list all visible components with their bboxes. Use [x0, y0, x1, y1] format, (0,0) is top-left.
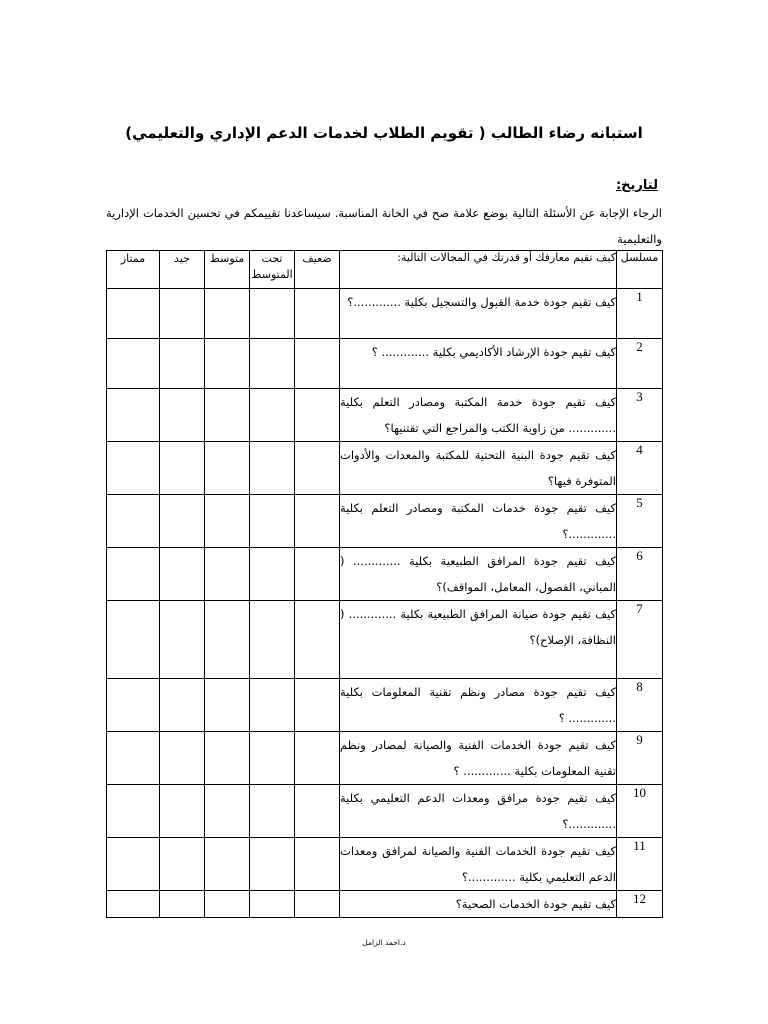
- rating-cell-good[interactable]: [160, 785, 205, 838]
- rating-cell-excellent[interactable]: [107, 495, 160, 548]
- rating-cell-excellent[interactable]: [107, 679, 160, 732]
- rating-cell-excellent[interactable]: [107, 891, 160, 918]
- question-text: كيف تقيم جودة الخدمات الفنية والصيانة لمصادر ونظم تقنية المعلومات بكلية ............. ؟: [340, 732, 617, 785]
- rating-cell-weak[interactable]: [295, 838, 340, 891]
- question-text: كيف تقيم جودة الخدمات الفنية والصيانة لمرافق ومعدات الدعم التعليمي بكلية .............؟: [340, 838, 617, 891]
- rating-cell-below-average[interactable]: [250, 601, 295, 679]
- rating-cell-average[interactable]: [205, 891, 250, 918]
- row-number: 7: [617, 601, 663, 679]
- table-row: [107, 442, 663, 495]
- rating-cell-good[interactable]: [160, 389, 205, 442]
- survey-table: [106, 250, 663, 918]
- date-label: لتاريخ:: [615, 178, 658, 193]
- question-text: كيف تقيم جودة مرافق ومعدات الدعم التعليمي بكلية .............؟: [340, 785, 617, 838]
- rating-cell-excellent[interactable]: [107, 548, 160, 601]
- rating-cell-below-average[interactable]: [250, 495, 295, 548]
- row-number: 2: [617, 339, 663, 389]
- rating-cell-weak[interactable]: [295, 442, 340, 495]
- row-number: 5: [617, 495, 663, 548]
- rating-cell-weak[interactable]: [295, 601, 340, 679]
- rating-cell-average[interactable]: [205, 339, 250, 389]
- rating-cell-below-average[interactable]: [250, 891, 295, 918]
- rating-cell-average[interactable]: [205, 679, 250, 732]
- question-text: كيف تقيم جودة الخدمات الصحية؟: [340, 891, 617, 918]
- row-number: 11: [617, 838, 663, 891]
- rating-cell-average[interactable]: [205, 442, 250, 495]
- rating-cell-good[interactable]: [160, 548, 205, 601]
- rating-cell-below-average[interactable]: [250, 679, 295, 732]
- question-text: كيف تقيم جودة مصادر ونظم تقنية المعلومات بكلية ............. ؟: [340, 679, 617, 732]
- table-row: [107, 548, 663, 601]
- question-text: كيف تقيم جودة خدمات المكتبة ومصادر التعلم بكلية .............؟: [340, 495, 617, 548]
- table-row: [107, 732, 663, 785]
- rating-cell-good[interactable]: [160, 442, 205, 495]
- table-row: [107, 838, 663, 891]
- rating-cell-weak[interactable]: [295, 289, 340, 339]
- rating-cell-good[interactable]: [160, 679, 205, 732]
- row-number: 4: [617, 442, 663, 495]
- instructions-text: الرجاء الإجابة عن الأسئلة التالية بوضع علامة صح في الخانة المناسبة. سيساعدنا تقييمكم في تحسين الخدمات الإدارية والتعليمية: [106, 206, 662, 246]
- table-row: [107, 785, 663, 838]
- rating-cell-average[interactable]: [205, 389, 250, 442]
- row-number: 12: [617, 891, 663, 918]
- table-row: [107, 891, 663, 918]
- rating-cell-good[interactable]: [160, 891, 205, 918]
- rating-cell-good[interactable]: [160, 601, 205, 679]
- question-text: كيف تقيم جودة المرافق الطبيعية بكلية ............. ( المباني، الفصول، المعامل، المواقف)؟: [340, 548, 617, 601]
- rating-cell-below-average[interactable]: [250, 838, 295, 891]
- rating-cell-good[interactable]: [160, 732, 205, 785]
- header-question: كيف تقيم معارفك أو قدرتك في المجالات التالية:: [340, 251, 617, 289]
- table-row: [107, 601, 663, 679]
- rating-cell-good[interactable]: [160, 339, 205, 389]
- row-number: 9: [617, 732, 663, 785]
- rating-cell-below-average[interactable]: [250, 289, 295, 339]
- rating-cell-excellent[interactable]: [107, 838, 160, 891]
- rating-cell-good[interactable]: [160, 289, 205, 339]
- rating-cell-excellent[interactable]: [107, 289, 160, 339]
- rating-cell-below-average[interactable]: [250, 339, 295, 389]
- header-rating-good: جيد: [160, 251, 205, 289]
- rating-cell-excellent[interactable]: [107, 339, 160, 389]
- rating-cell-average[interactable]: [205, 495, 250, 548]
- rating-cell-weak[interactable]: [295, 679, 340, 732]
- header-rating-weak: ضعيف: [295, 251, 340, 289]
- rating-cell-good[interactable]: [160, 838, 205, 891]
- row-number: 1: [617, 289, 663, 339]
- question-text: كيف تقيم جودة الإرشاد الأكاديمي بكلية ............. ؟: [340, 339, 617, 389]
- rating-cell-below-average[interactable]: [250, 442, 295, 495]
- rating-cell-excellent[interactable]: [107, 601, 160, 679]
- header-rating-excellent: ممتاز: [107, 251, 160, 289]
- table-row: [107, 289, 663, 339]
- row-number: 10: [617, 785, 663, 838]
- rating-cell-weak[interactable]: [295, 548, 340, 601]
- rating-cell-average[interactable]: [205, 838, 250, 891]
- rating-cell-below-average[interactable]: [250, 389, 295, 442]
- rating-cell-weak[interactable]: [295, 891, 340, 918]
- rating-cell-excellent[interactable]: [107, 389, 160, 442]
- rating-cell-average[interactable]: [205, 785, 250, 838]
- row-number: 3: [617, 389, 663, 442]
- rating-cell-below-average[interactable]: [250, 548, 295, 601]
- rating-cell-excellent[interactable]: [107, 732, 160, 785]
- rating-cell-average[interactable]: [205, 289, 250, 339]
- header-serial: مسلسل: [617, 251, 663, 289]
- footer-author: د.احمد الزامل: [362, 938, 406, 947]
- table-row: [107, 339, 663, 389]
- rating-cell-weak[interactable]: [295, 495, 340, 548]
- rating-cell-below-average[interactable]: [250, 732, 295, 785]
- rating-cell-excellent[interactable]: [107, 785, 160, 838]
- rating-cell-weak[interactable]: [295, 732, 340, 785]
- table-row: [107, 679, 663, 732]
- row-number: 8: [617, 679, 663, 732]
- rating-cell-weak[interactable]: [295, 339, 340, 389]
- header-rating-average: متوسط: [205, 251, 250, 289]
- rating-cell-average[interactable]: [205, 732, 250, 785]
- question-text: كيف تقيم جودة خدمة المكتبة ومصادر التعلم بكلية ............. من زاوية الكتب والمراجع التي تقتنيها؟: [340, 389, 617, 442]
- header-rating-below-average: تحت المتوسط: [250, 251, 295, 289]
- page-title: استبانه رضاء الطالب ( تقويم الطلاب لخدمات الدعم الإداري والتعليمي): [125, 124, 643, 142]
- table-header-row: [107, 251, 663, 289]
- question-text: كيف تقيم جودة البنية التحتية للمكتبة والمعدات والأدوات المتوفرة فيها؟: [340, 442, 617, 495]
- question-text: كيف تقيم جودة خدمة القبول والتسجيل بكلية .............؟: [340, 289, 617, 339]
- rating-cell-weak[interactable]: [295, 785, 340, 838]
- rating-cell-weak[interactable]: [295, 389, 340, 442]
- rating-cell-good[interactable]: [160, 495, 205, 548]
- rating-cell-average[interactable]: [205, 601, 250, 679]
- rating-cell-average[interactable]: [205, 548, 250, 601]
- table-row: [107, 495, 663, 548]
- rating-cell-below-average[interactable]: [250, 785, 295, 838]
- row-number: 6: [617, 548, 663, 601]
- rating-cell-excellent[interactable]: [107, 442, 160, 495]
- question-text: كيف تقيم جودة صيانة المرافق الطبيعية بكلية ............. ( النظافة، الإصلاح)؟: [340, 601, 617, 679]
- table-row: [107, 389, 663, 442]
